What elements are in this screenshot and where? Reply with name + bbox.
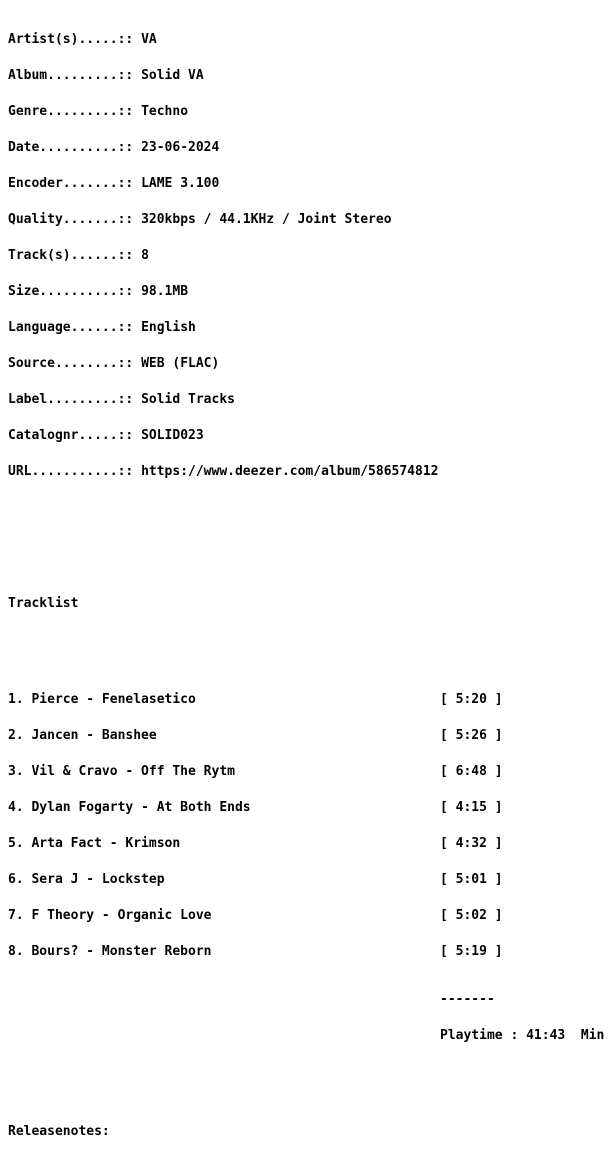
track-title: 8. Bours? - Monster Reborn bbox=[8, 944, 212, 959]
info-row-album bbox=[8, 70, 616, 82]
info-value: VA bbox=[141, 32, 157, 47]
info-row-language bbox=[8, 322, 616, 334]
tracklist-heading: Tracklist bbox=[8, 596, 79, 611]
track-title: 7. F Theory - Organic Love bbox=[8, 908, 212, 923]
info-value: 23-06-2024 bbox=[141, 140, 220, 155]
info-label: Genre.........:: bbox=[8, 104, 134, 119]
info-row-label bbox=[8, 394, 616, 406]
info-value: Techno bbox=[141, 104, 189, 119]
info-value: Solid VA bbox=[141, 68, 204, 83]
track-title: 1. Pierce - Fenelasetico bbox=[8, 692, 196, 707]
info-row-tracks bbox=[8, 250, 616, 262]
info-label: Size..........:: bbox=[8, 284, 134, 299]
playtime-total: Playtime : 41:43 Min bbox=[440, 1028, 605, 1043]
nfo-document bbox=[8, 10, 616, 1150]
track-row bbox=[8, 730, 616, 742]
track-title: 5. Arta Fact - Krimson bbox=[8, 836, 181, 851]
track-time: [ 5:01 ] bbox=[440, 872, 503, 887]
spacer bbox=[8, 550, 616, 562]
info-row-url bbox=[8, 466, 616, 478]
track-time: [ 6:48 ] bbox=[440, 764, 503, 779]
track-time: [ 4:15 ] bbox=[440, 800, 503, 815]
info-value: WEB (FLAC) bbox=[141, 356, 220, 371]
info-label: Encoder.......:: bbox=[8, 176, 134, 191]
info-row-catalognr bbox=[8, 430, 616, 442]
track-time: [ 5:26 ] bbox=[440, 728, 503, 743]
info-label: Quality.......:: bbox=[8, 212, 134, 227]
info-label: URL...........:: bbox=[8, 464, 134, 479]
track-row bbox=[8, 802, 616, 814]
info-value: English bbox=[141, 320, 196, 335]
track-row bbox=[8, 766, 616, 778]
info-label: Label.........:: bbox=[8, 392, 134, 407]
info-label: Artist(s).....:: bbox=[8, 32, 134, 47]
info-row-artist bbox=[8, 34, 616, 46]
track-row bbox=[8, 946, 616, 958]
info-value: 98.1MB bbox=[141, 284, 189, 299]
info-label: Date..........:: bbox=[8, 140, 134, 155]
info-row-quality bbox=[8, 214, 616, 226]
playtime-row bbox=[8, 1030, 616, 1042]
info-value: LAME 3.100 bbox=[141, 176, 220, 191]
track-title: 4. Dylan Fogarty - At Both Ends bbox=[8, 800, 251, 815]
track-time: [ 4:32 ] bbox=[440, 836, 503, 851]
separator: ------- bbox=[440, 992, 495, 1007]
spacer bbox=[8, 1078, 616, 1090]
track-title: 3. Vil & Cravo - Off The Rytm bbox=[8, 764, 235, 779]
track-row bbox=[8, 694, 616, 706]
info-value: Solid Tracks bbox=[141, 392, 235, 407]
info-value: 8 bbox=[141, 248, 149, 263]
track-title: 6. Sera J - Lockstep bbox=[8, 872, 165, 887]
info-label: Language......:: bbox=[8, 320, 134, 335]
releasenotes-heading: Releasenotes: bbox=[8, 1124, 110, 1139]
info-label: Source........:: bbox=[8, 356, 134, 371]
info-row-size bbox=[8, 286, 616, 298]
info-value: 320kbps / 44.1KHz / Joint Stereo bbox=[141, 212, 392, 227]
info-label: Catalognr.....:: bbox=[8, 428, 134, 443]
separator-row bbox=[8, 994, 616, 1006]
info-label: Track(s)......:: bbox=[8, 248, 134, 263]
track-row bbox=[8, 838, 616, 850]
track-title: 2. Jancen - Banshee bbox=[8, 728, 157, 743]
info-url-value: https://www.deezer.com/album/586574812 bbox=[141, 464, 439, 479]
track-time: [ 5:02 ] bbox=[440, 908, 503, 923]
track-time: [ 5:20 ] bbox=[440, 692, 503, 707]
info-row-source bbox=[8, 358, 616, 370]
info-value: SOLID023 bbox=[141, 428, 204, 443]
info-row-encoder bbox=[8, 178, 616, 190]
info-row-date bbox=[8, 142, 616, 154]
spacer bbox=[8, 514, 616, 526]
spacer bbox=[8, 646, 616, 658]
track-row bbox=[8, 910, 616, 922]
track-time: [ 5:19 ] bbox=[440, 944, 503, 959]
info-label: Album.........:: bbox=[8, 68, 134, 83]
info-row-genre bbox=[8, 106, 616, 118]
track-row bbox=[8, 874, 616, 886]
